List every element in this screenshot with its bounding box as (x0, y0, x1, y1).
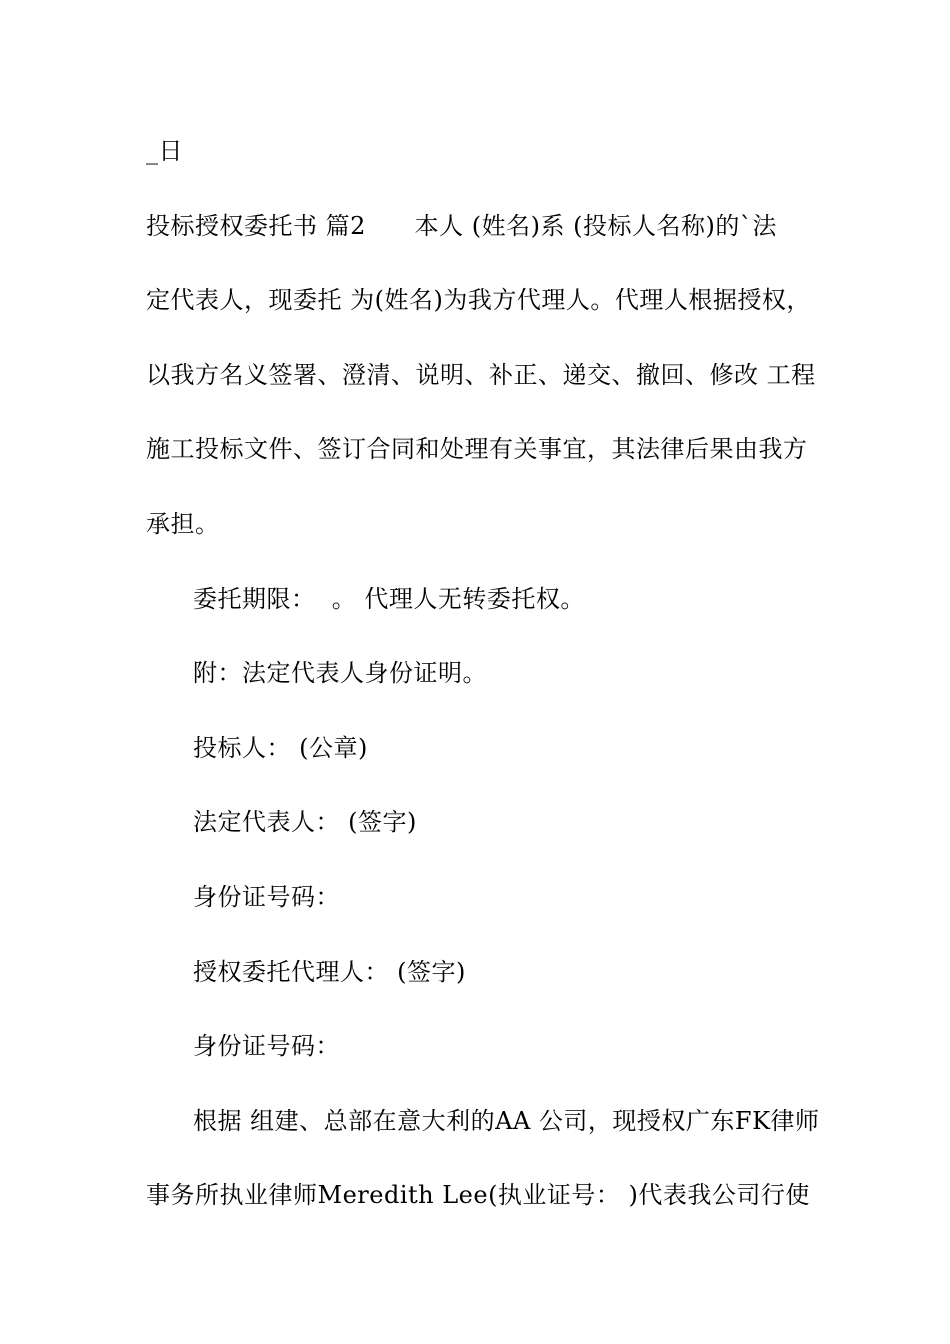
text-line-id-number: 身份证号码： (193, 1032, 340, 1060)
text-line: 施工投标文件、签订合同和处理有关事宜，其法律后果由我方 (146, 435, 808, 463)
text-line: 以我方名义签署、澄清、说明、补正、递交、撤回、修改 工程 (146, 361, 816, 389)
text-line-date-fragment: _日 (146, 137, 183, 165)
text-line: 根据 组建、总部在意大利的AA 公司，现授权广东FK律师 (193, 1107, 820, 1135)
text-line-agent: 授权委托代理人： (签字) (193, 958, 466, 986)
text-line: 定代表人，现委托 为(姓名)为我方代理人。代理人根据授权， (146, 286, 811, 314)
text-line-attachment: 附：法定代表人身份证明。 (193, 659, 487, 687)
text-line: 承担。 (146, 510, 220, 538)
text-line-id-number: 身份证号码： (193, 883, 340, 911)
text-line-term: 委托期限： 。 代理人无转委托权。 (193, 585, 585, 613)
text-line: 事务所执业律师Meredith Lee(执业证号： )代表我公司行使 (146, 1181, 810, 1209)
text-line-bidder: 投标人： (公章) (193, 734, 368, 762)
text-line-title: 投标授权委托书 篇2 本人 (姓名)系 (投标人名称)的`法 (146, 212, 777, 240)
text-line-legal-rep: 法定代表人： (签字) (193, 808, 417, 836)
